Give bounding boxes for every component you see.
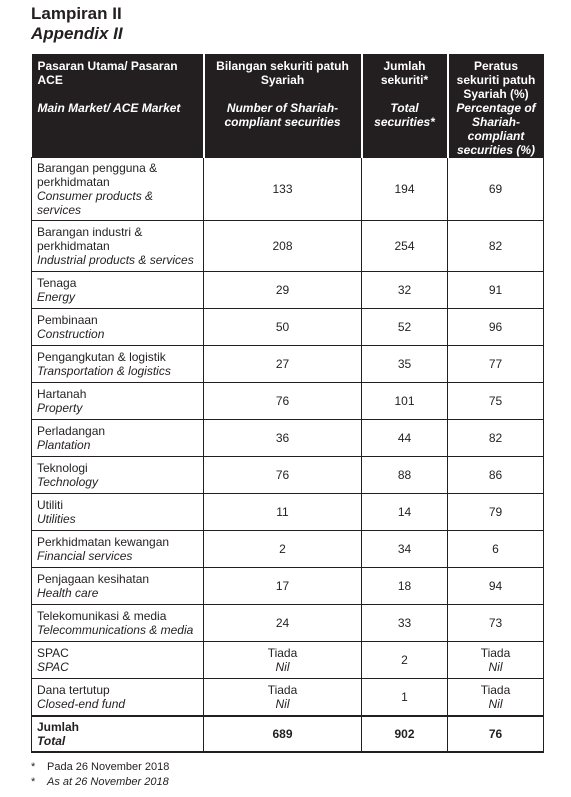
sector-name-ms: Pembinaan <box>37 313 98 327</box>
compliant-percentage: 6 <box>448 531 544 568</box>
appendix-title <box>31 4 123 44</box>
sector-cell <box>32 420 204 457</box>
sector-cell <box>32 158 204 221</box>
compliant-percentage-ms: Tiada <box>480 646 511 660</box>
table-row <box>32 568 544 605</box>
compliant-count-en: Nil <box>275 697 290 711</box>
compliant-count: 17 <box>204 568 362 605</box>
table-row <box>32 309 544 346</box>
sector-cell <box>32 568 204 605</box>
compliant-percentage: 73 <box>448 605 544 642</box>
total-label <box>32 716 204 752</box>
table-row <box>32 346 544 383</box>
total-count: 44 <box>362 420 448 457</box>
total-count: 18 <box>362 568 448 605</box>
compliant-count-ms: Tiada <box>267 646 298 660</box>
total-securities: 902 <box>362 716 448 752</box>
footnote-text-en: As at 26 November 2018 <box>47 776 169 788</box>
sector-name-ms: Hartanah <box>37 387 87 401</box>
table-row <box>32 494 544 531</box>
sector-name-ms: Telekomunikasi & media <box>37 609 167 623</box>
compliant-count: 27 <box>204 346 362 383</box>
header-market-ms: Pasaran Utama/ Pasaran ACE <box>37 59 178 87</box>
sector-name-en: Property <box>37 401 83 415</box>
total-count: 101 <box>362 383 448 420</box>
table-row <box>32 221 544 272</box>
compliant-count: 36 <box>204 420 362 457</box>
header-market-en: Main Market/ ACE Market <box>37 101 181 115</box>
compliant-percentage-ms: Tiada <box>480 683 511 697</box>
total-count: 33 <box>362 605 448 642</box>
compliant-percentage: 86 <box>448 457 544 494</box>
header-market <box>32 54 204 158</box>
compliant-count: 11 <box>204 494 362 531</box>
sector-name-ms: Dana tertutup <box>37 683 110 697</box>
sector-name-en: Financial services <box>37 549 133 563</box>
table-row <box>32 158 544 221</box>
compliant-count-en: Nil <box>275 660 290 674</box>
compliant-count <box>204 642 362 679</box>
total-count: 34 <box>362 531 448 568</box>
header-total <box>362 54 448 158</box>
table-header-row <box>32 54 544 158</box>
title-english: Appendix II <box>31 24 123 43</box>
sector-cell <box>32 679 204 717</box>
footnote-marker: * <box>31 761 36 773</box>
total-count: 32 <box>362 272 448 309</box>
table-row <box>32 605 544 642</box>
sector-name-en: Health care <box>37 586 99 600</box>
compliant-percentage: 77 <box>448 346 544 383</box>
sector-cell <box>32 642 204 679</box>
compliant-percentage: 69 <box>448 158 544 221</box>
sector-name-en: SPAC <box>37 660 69 674</box>
header-compliant-ms: Bilangan sekuriti patuh Syariah <box>216 59 349 87</box>
footnote-marker: * <box>31 776 36 788</box>
sector-name-ms: Teknologi <box>37 461 88 475</box>
sector-name-en: Transportation & logistics <box>37 364 171 378</box>
compliant-count-ms: Tiada <box>267 683 298 697</box>
header-total-ms: Jumlah sekuriti* <box>380 59 429 87</box>
compliant-count: 50 <box>204 309 362 346</box>
table-row <box>32 383 544 420</box>
header-total-en: Total securities* <box>374 101 435 129</box>
sector-name-en: Construction <box>37 327 105 341</box>
sector-name-ms: Barangan industri & perkhidmatan <box>37 225 143 253</box>
sector-name-en: Consumer products & services <box>37 189 154 217</box>
total-row <box>32 716 544 752</box>
sector-cell <box>32 383 204 420</box>
total-count: 52 <box>362 309 448 346</box>
compliant-count: 76 <box>204 457 362 494</box>
total-count: 1 <box>362 679 448 717</box>
compliant-percentage: 75 <box>448 383 544 420</box>
table-row <box>32 531 544 568</box>
total-count: 88 <box>362 457 448 494</box>
sector-name-ms: Penjagaan kesihatan <box>37 572 150 586</box>
table-body <box>32 158 544 753</box>
footnote-ms <box>31 760 169 775</box>
compliant-count: 208 <box>204 221 362 272</box>
compliant-percentage <box>448 642 544 679</box>
shariah-securities-table <box>31 54 544 753</box>
header-percentage-ms: Peratus sekuriti patuh Syariah (%) <box>456 59 536 101</box>
sector-cell <box>32 457 204 494</box>
sector-name-ms: Perladangan <box>37 424 106 438</box>
total-count: 35 <box>362 346 448 383</box>
total-label-ms: Jumlah <box>37 720 80 734</box>
total-percentage: 76 <box>448 716 544 752</box>
compliant-count <box>204 679 362 717</box>
sector-name-ms: SPAC <box>37 646 69 660</box>
compliant-percentage: 82 <box>448 221 544 272</box>
compliant-percentage <box>448 679 544 717</box>
compliant-percentage: 82 <box>448 420 544 457</box>
sector-name-en: Energy <box>37 290 76 304</box>
sector-cell <box>32 531 204 568</box>
sector-name-ms: Perkhidmatan kewangan <box>37 535 170 549</box>
table-row <box>32 457 544 494</box>
compliant-count: 76 <box>204 383 362 420</box>
sector-cell <box>32 309 204 346</box>
header-percentage <box>448 54 544 158</box>
total-count: 14 <box>362 494 448 531</box>
total-label-en: Total <box>37 734 66 748</box>
sector-name-en: Utilities <box>37 512 76 526</box>
compliant-percentage: 91 <box>448 272 544 309</box>
sector-cell <box>32 221 204 272</box>
sector-name-ms: Utiliti <box>37 498 63 512</box>
sector-name-ms: Pengangkutan & logistik <box>37 350 166 364</box>
sector-name-en: Technology <box>37 475 98 489</box>
total-compliant: 689 <box>204 716 362 752</box>
total-count: 194 <box>362 158 448 221</box>
sector-name-en: Telecommunications & media <box>37 623 194 637</box>
sector-name-en: Industrial products & services <box>37 253 194 267</box>
sector-cell <box>32 346 204 383</box>
sector-name-ms: Tenaga <box>37 276 77 290</box>
compliant-percentage: 96 <box>448 309 544 346</box>
title-malay: Lampiran II <box>31 4 122 23</box>
total-count: 2 <box>362 642 448 679</box>
compliant-percentage-en: Nil <box>488 697 503 711</box>
compliant-percentage-en: Nil <box>488 660 503 674</box>
table-row <box>32 420 544 457</box>
header-compliant-en: Number of Shariah-compliant securities <box>224 101 341 129</box>
compliant-count: 29 <box>204 272 362 309</box>
table-row <box>32 272 544 309</box>
footnote-text-ms: Pada 26 November 2018 <box>47 761 170 773</box>
compliant-count: 133 <box>204 158 362 221</box>
footnote-en <box>31 775 169 790</box>
sector-cell <box>32 605 204 642</box>
compliant-percentage: 79 <box>448 494 544 531</box>
compliant-count: 24 <box>204 605 362 642</box>
sector-name-en: Plantation <box>37 438 91 452</box>
sector-name-en: Closed-end fund <box>37 697 126 711</box>
table-row <box>32 642 544 679</box>
sector-name-ms: Barangan pengguna & perkhidmatan <box>37 161 158 189</box>
footnotes <box>31 760 169 790</box>
header-compliant <box>204 54 362 158</box>
header-percentage-en: Percentage of Shariah-compliant securities (%) <box>456 101 536 157</box>
compliant-count: 2 <box>204 531 362 568</box>
table-row <box>32 679 544 717</box>
compliant-percentage: 94 <box>448 568 544 605</box>
sector-cell <box>32 494 204 531</box>
total-count: 254 <box>362 221 448 272</box>
sector-cell <box>32 272 204 309</box>
